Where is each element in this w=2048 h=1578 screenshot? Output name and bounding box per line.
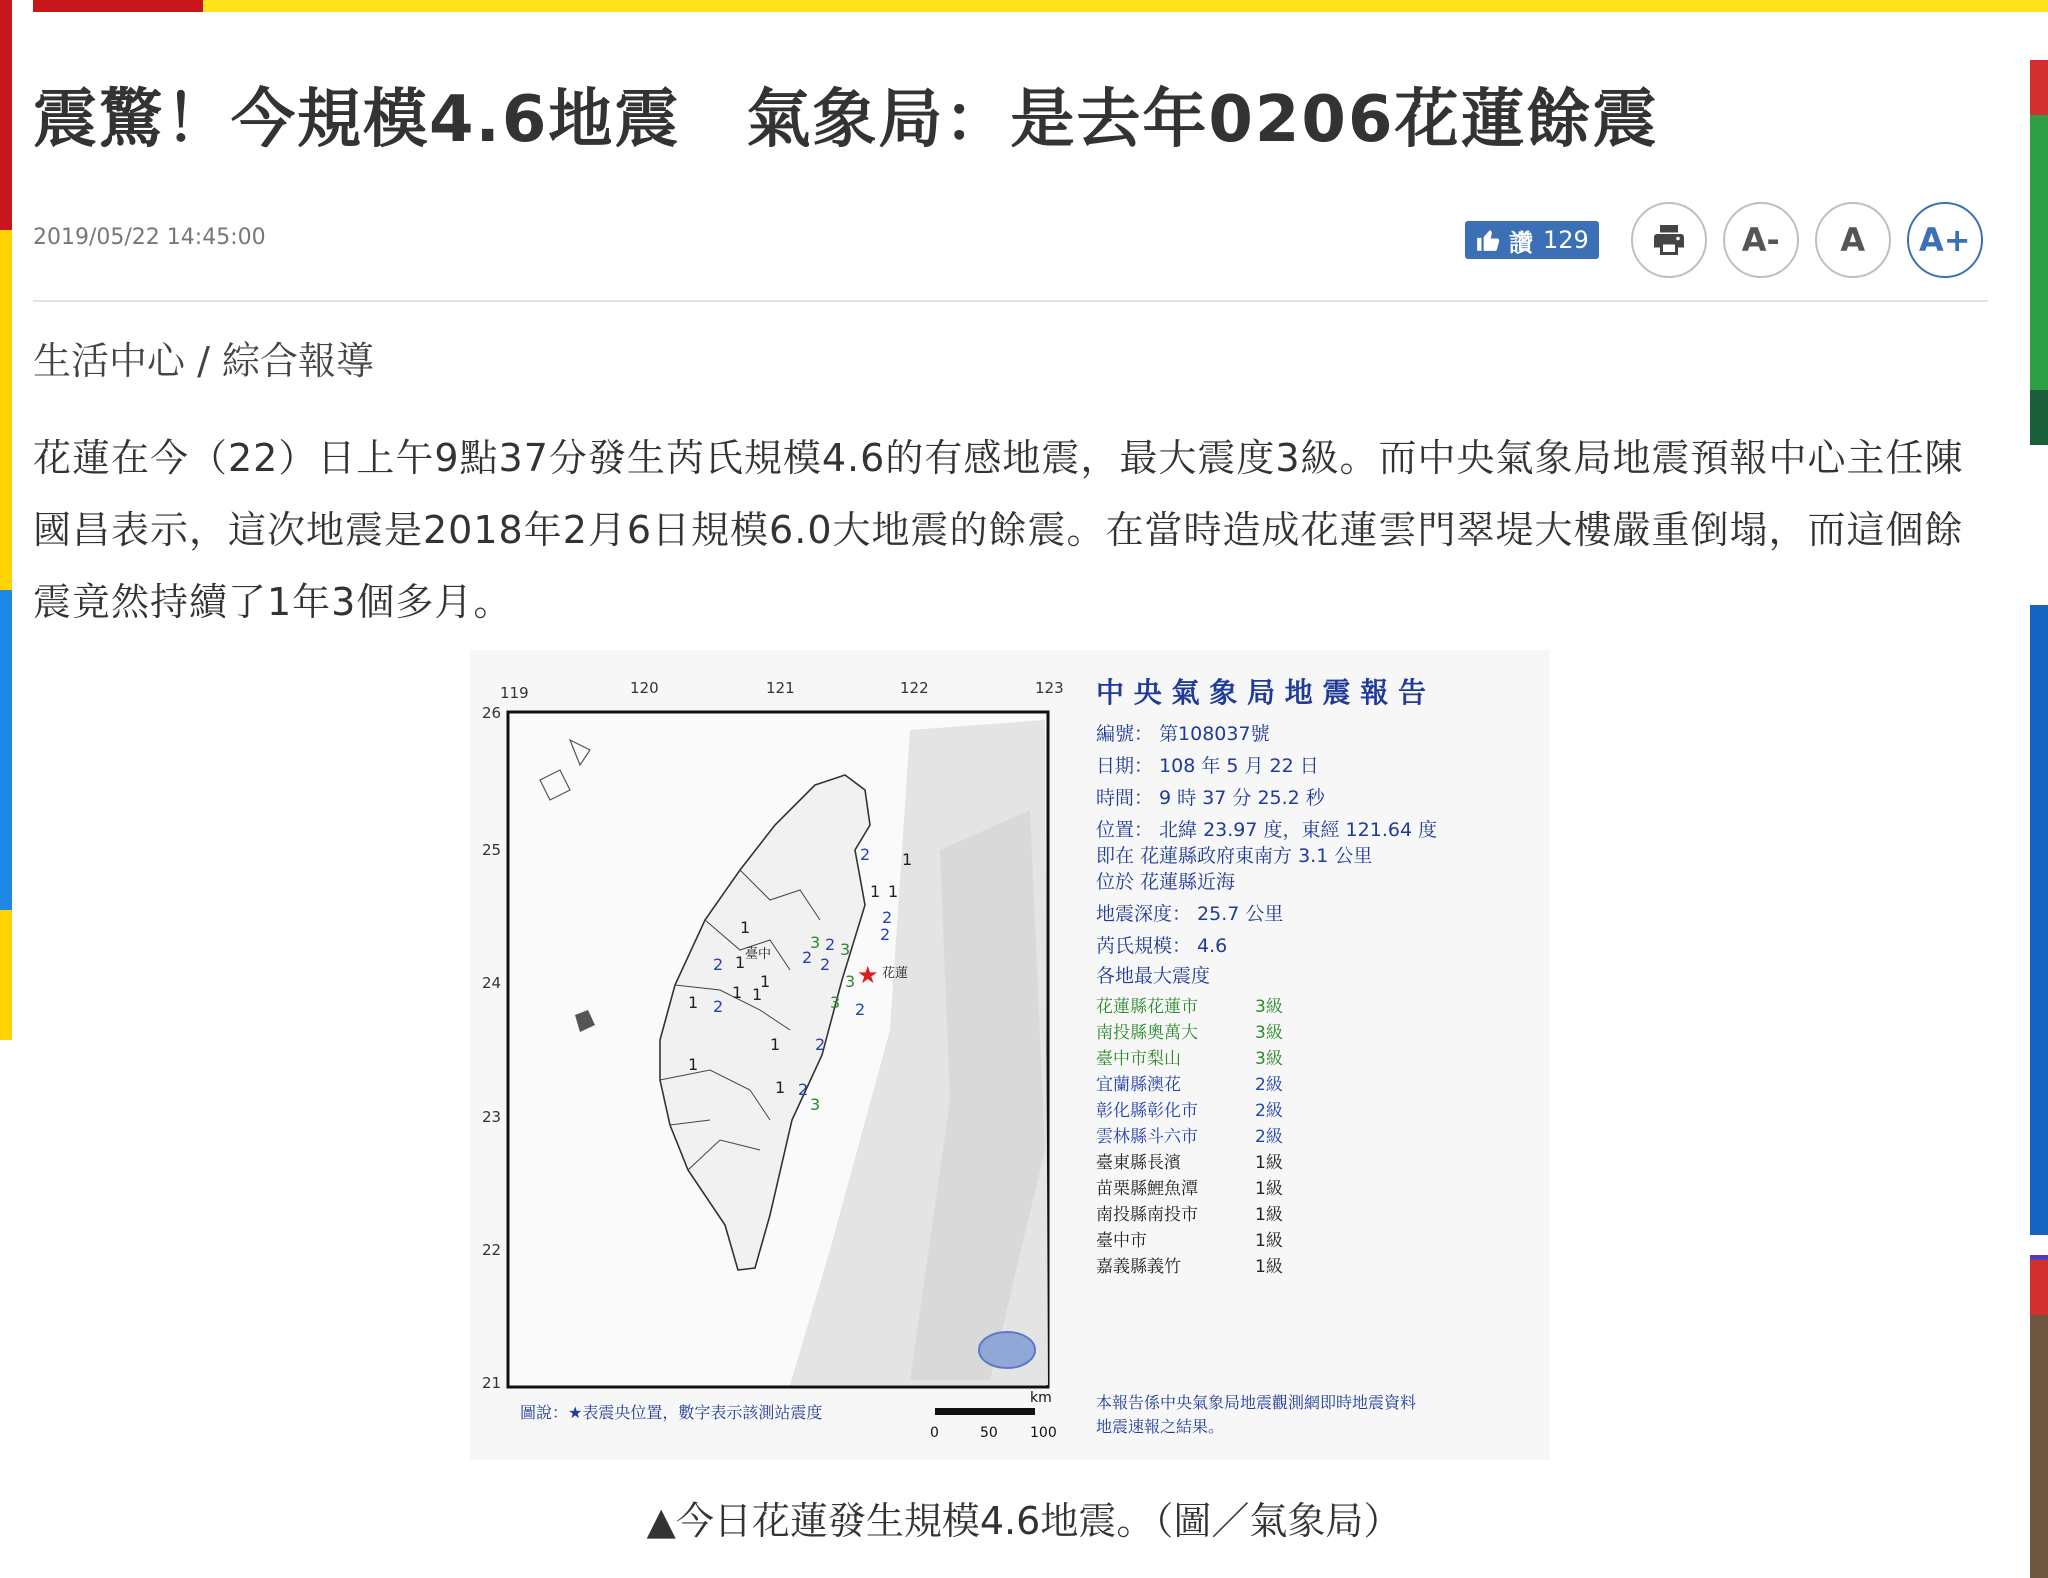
scale-unit: km (1030, 1390, 1052, 1406)
station-mark: 1 (888, 882, 899, 901)
intensity-level: 2級 (1255, 1075, 1283, 1095)
report-location-area: 位於 花蓮縣近海 (1096, 871, 1236, 893)
intensity-place: 南投縣南投市 (1096, 1205, 1198, 1225)
station-mark: 3 (830, 993, 841, 1012)
intensity-place: 苗栗縣鯉魚潭 (1096, 1179, 1198, 1199)
scale-bar (935, 1408, 1035, 1415)
map-legend: 圖說：★表震央位置，數字表示該測站震度 (520, 1403, 823, 1422)
station-mark: 1 (688, 993, 699, 1012)
lon-tick: 121 (766, 679, 795, 697)
station-mark: 1 (752, 985, 763, 1004)
print-icon (1651, 222, 1687, 258)
intensity-level: 3級 (1255, 997, 1283, 1017)
lat-tick: 22 (482, 1241, 502, 1259)
scale-tick: 0 (930, 1425, 939, 1441)
lat-tick: 23 (482, 1108, 502, 1126)
report-location-detail: 即在 花蓮縣政府東南方 3.1 公里 (1096, 845, 1373, 867)
station-mark: 2 (802, 948, 813, 967)
earthquake-report-image (470, 650, 1550, 1460)
lon-tick: 119 (500, 684, 529, 702)
right-side-ad[interactable] (2030, 60, 2048, 1578)
intensity-level: 1級 (1255, 1231, 1283, 1251)
station-mark: 1 (688, 1055, 699, 1074)
intensity-level: 3級 (1255, 1023, 1283, 1043)
lat-tick: 24 (482, 974, 502, 992)
intensity-place: 雲林縣斗六市 (1096, 1127, 1198, 1147)
lat-tick: 26 (482, 704, 502, 722)
top-bar-accent (33, 0, 203, 12)
like-button[interactable] (1465, 221, 1599, 259)
font-smaller-button[interactable]: A- (1723, 202, 1799, 278)
intensity-place: 臺中市 (1096, 1231, 1147, 1251)
intensity-level: 1級 (1255, 1205, 1283, 1225)
station-mark: 1 (732, 983, 743, 1002)
report-details (1096, 723, 1437, 987)
report-location: 位置： 北緯 23.97 度，東經 121.64 度 (1096, 819, 1438, 841)
epicenter-label: 花蓮 (882, 966, 909, 981)
station-mark: 1 (902, 850, 913, 869)
intensity-level: 1級 (1255, 1179, 1283, 1199)
report-magnitude: 芮氏規模： 4.6 (1096, 935, 1228, 957)
epicenter-star-icon: ★ (857, 961, 879, 989)
station-mark: 2 (798, 1080, 809, 1099)
report-intensity-header: 各地最大震度 (1096, 965, 1211, 987)
earthquake-report (470, 650, 1550, 1460)
intensity-level: 1級 (1255, 1153, 1283, 1173)
report-depth: 地震深度： 25.7 公里 (1096, 903, 1284, 925)
report-date: 日期： 108 年 5 月 22 日 (1096, 755, 1319, 777)
station-mark: 2 (855, 1000, 866, 1019)
article-body: 花蓮在今（22）日上午9點37分發生芮氏規模4.6的有感地震，最大震度3級。而中央氣象局地震預報中心主任陳國昌表示，這次地震是2018年2月6日規模6.0大地震的餘震。在當時造成花蓮雲門翠堤大樓嚴重倒塌，而這個餘震竟然持續了1年3個多月。 (33, 436, 1964, 624)
station-mark: 2 (815, 1035, 826, 1054)
station-mark: 2 (860, 845, 871, 864)
thumbs-up-icon (1475, 227, 1501, 253)
station-mark: 2 (820, 955, 831, 974)
station-mark: 2 (713, 997, 724, 1016)
top-bar (203, 0, 2048, 12)
lat-tick: 25 (482, 841, 502, 859)
scale-tick: 100 (1030, 1425, 1057, 1441)
report-time: 時間： 9 時 37 分 25.2 秒 (1096, 787, 1325, 809)
intensity-place: 臺中市梨山 (1096, 1049, 1181, 1069)
station-mark: 2 (825, 935, 836, 954)
scale-tick: 50 (980, 1425, 998, 1441)
header-divider (33, 300, 1988, 302)
intensity-level: 3級 (1255, 1049, 1283, 1069)
left-ad-panel (0, 590, 12, 910)
intensity-place: 南投縣奧萬大 (1096, 1023, 1198, 1043)
print-button[interactable] (1631, 202, 1707, 278)
article-toolbar (1465, 200, 1983, 280)
intensity-place: 宜蘭縣澳花 (1096, 1075, 1181, 1095)
font-larger-button[interactable]: A+ (1907, 202, 1983, 278)
station-mark: 1 (740, 918, 751, 937)
city-label: 臺中 (745, 947, 772, 962)
station-mark: 2 (713, 955, 724, 974)
lon-tick: 122 (900, 679, 929, 697)
report-number: 編號： 第108037號 (1096, 723, 1270, 745)
intensity-place: 嘉義縣義竹 (1096, 1257, 1181, 1277)
station-mark: 1 (770, 1035, 781, 1054)
lon-tick: 123 (1035, 679, 1064, 697)
article-datetime: 2019/05/22 14:45:00 (33, 225, 266, 250)
station-mark: 1 (870, 882, 881, 901)
intensity-level: 2級 (1255, 1101, 1283, 1121)
report-title: 中 央 氣 象 局 地 震 報 告 (1096, 676, 1426, 709)
station-mark: 2 (880, 925, 891, 944)
article-byline: 生活中心 / 綜合報導 (33, 339, 374, 383)
intensity-place: 彰化縣彰化市 (1096, 1101, 1198, 1121)
station-mark: 3 (810, 1095, 821, 1114)
left-side-ad[interactable] (0, 230, 12, 1040)
station-mark: 3 (810, 933, 821, 952)
intensity-place: 臺東縣長濱 (1096, 1153, 1181, 1173)
lon-tick: 120 (630, 679, 659, 697)
article-title: 震驚！今規模4.6地震 氣象局：是去年0206花蓮餘震 (33, 83, 1659, 157)
station-mark: 1 (760, 972, 771, 991)
intensity-place: 花蓮縣花蓮市 (1096, 997, 1198, 1017)
font-normal-button[interactable]: A (1815, 202, 1891, 278)
report-footnote: 本報告係中央氣象局地震觀測網即時地震資料 (1096, 1393, 1417, 1412)
lat-tick: 21 (482, 1374, 502, 1392)
station-mark: 1 (735, 953, 746, 972)
like-count: 129 (1543, 226, 1589, 254)
station-mark: 2 (882, 908, 893, 927)
station-mark: 3 (840, 940, 851, 959)
report-footnote: 地震速報之結果。 (1096, 1417, 1225, 1436)
like-label: 讚 (1509, 228, 1533, 257)
intensity-table (1096, 997, 1283, 1277)
station-mark: 3 (845, 972, 856, 991)
intensity-level: 2級 (1255, 1127, 1283, 1147)
station-mark: 1 (775, 1078, 786, 1097)
intensity-level: 1級 (1255, 1257, 1283, 1277)
image-caption: ▲今日花蓮發生規模4.6地震。（圖／氣象局） (646, 1499, 1402, 1543)
cwb-logo-icon (979, 1332, 1035, 1368)
